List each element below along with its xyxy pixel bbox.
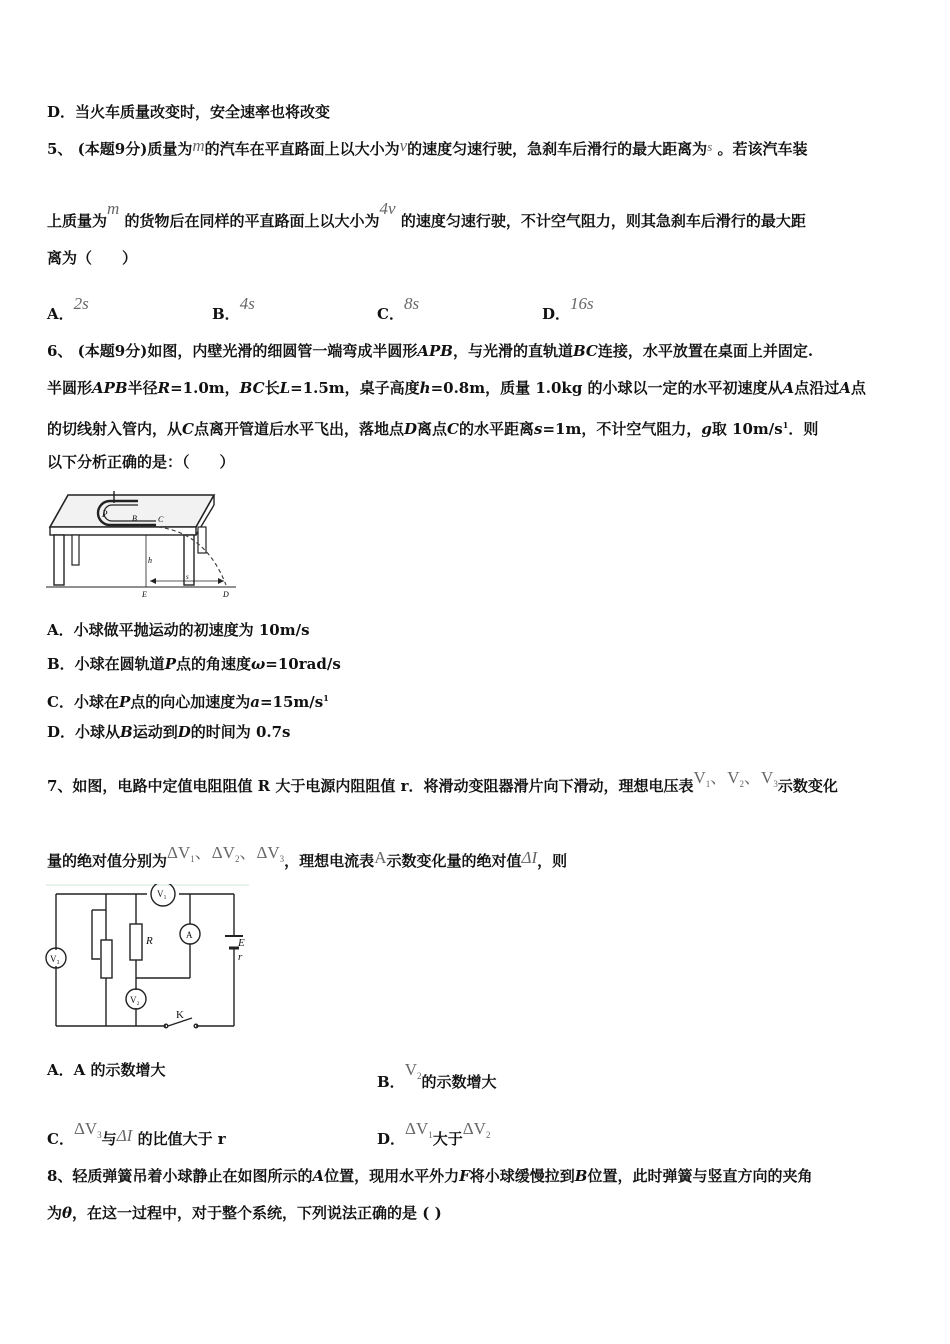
label-r-resistor: R	[146, 935, 153, 947]
q5-line-1: 5、 (本题9分)质量为m的汽车在平直路面上以大小为v的速度匀速行驶，急刹车后滑行的最大距离为s 。若该汽车装	[47, 136, 808, 158]
label-h: h	[148, 556, 152, 565]
label-r-internal: r	[238, 951, 243, 963]
q6-line-2: 半圆形APB半径R=1.0m，BC长L=1.5m，桌子高度h=0.8m，质量 1.0kg 的小球以一定的水平初速度从A点沿过A点	[47, 379, 866, 397]
q7-option-b: B．$V_2$的示数增大	[377, 1060, 497, 1091]
label-e: E	[238, 937, 245, 949]
q7-option-c: C．$\Delta V_3$与ΔI 的比值大于 r	[47, 1119, 226, 1148]
q5-option-c: C．8s	[377, 294, 420, 323]
q5-line-3: 离为（ ）	[47, 249, 138, 267]
q5-option-b: B．4s	[212, 294, 255, 323]
label-c: C	[158, 515, 164, 524]
q7-option-d: D．$\Delta V_1$大于$\Delta V_2$	[377, 1119, 491, 1148]
q6-line-4: 以下分析正确的是：（ ）	[47, 453, 235, 471]
label-s: s	[186, 573, 189, 581]
label-v1: V₁	[157, 889, 167, 899]
label-b: B	[132, 514, 137, 523]
q7-circuit-figure	[44, 884, 254, 1032]
q5-option-a: A．2s	[47, 294, 89, 323]
q6-line-3: 的切线射入管内，从C点离开管道后水平飞出，落地点D离点C的水平距离s=1m，不计空气阻力，g取 $10m/s^1$．则	[47, 420, 819, 438]
label-k: K	[176, 1009, 184, 1021]
label-a: A	[186, 930, 193, 940]
q7-option-a: A．A 的示数增大	[47, 1061, 166, 1079]
q7-line-2: 量的绝对值分别为$\Delta V_1$、$\Delta V_2$、$\Delta V_3$，理想电流表A示数变化量的绝对值ΔI，则	[47, 843, 568, 870]
q7-line-1: 7、如图，电路中定值电阻阻值 R 大于电源内阻阻值 r．将滑动变阻器滑片向下滑动，理想电压表$V_1$、$V_2$、$V_3$示数变化	[47, 768, 838, 795]
label-e: E	[142, 590, 147, 599]
q8-line-2: 为θ，在这一过程中，对于整个系统，下列说法正确的是 ( )	[47, 1204, 442, 1222]
label-v2: V₂	[130, 995, 140, 1005]
label-p: P	[102, 509, 108, 519]
q6-option-c: C．小球在P点的向心加速度为$a=15m/s^1$	[47, 693, 329, 711]
q6-option-d: D．小球从B运动到D的时间为 0.7s	[47, 723, 291, 741]
q5-option-d: D．16s	[542, 294, 594, 323]
q6-option-b: B．小球在圆轨道P点的角速度ω=10rad/s	[47, 655, 341, 673]
q6-line-1: 6、 (本题9分)如图，内壁光滑的细圆管一端弯成半圆形APB，与光滑的直轨道BC连接，水平放置在桌面上并固定.	[47, 342, 814, 360]
label-v3: V₃	[50, 954, 60, 964]
q6-option-a: A．小球做平抛运动的初速度为 10m/s	[47, 621, 310, 639]
label-d: D	[223, 590, 229, 599]
q4-option-d: D．当火车质量改变时，安全速率也将改变	[47, 103, 331, 121]
q5-line-2: 上质量为m 的货物后在同样的平直路面上以大小为4v 的速度匀速行驶，不计空气阻力，则其急刹车后滑行的最大距	[47, 199, 806, 230]
q6-table-figure	[46, 487, 246, 602]
q8-line-1: 8、轻质弹簧吊着小球静止在如图所示的A位置，现用水平外力F将小球缓慢拉到B位置，此时弹簧与竖直方向的夹角	[47, 1167, 813, 1185]
